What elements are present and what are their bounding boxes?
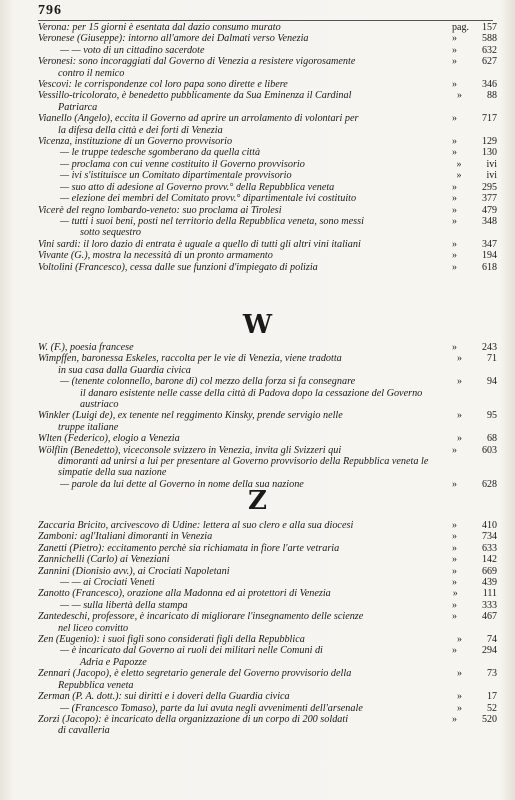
ditto-mark: » (457, 702, 462, 714)
page-reference (441, 262, 497, 273)
ditto-mark: » (452, 599, 457, 611)
page-reference (441, 45, 497, 56)
ditto-mark: » (452, 444, 457, 456)
page-ref-number: 294 (482, 645, 497, 657)
ditto-mark: » (452, 44, 457, 56)
entry-text: Zannini (Dionisio avv.), ai Crociati Napoletani (38, 565, 230, 577)
page-reference (441, 588, 497, 599)
ditto-mark: » (452, 136, 457, 148)
entry-continuation: la difesa della città e dei forti di Venezia (58, 124, 223, 136)
page-ref-number: 130 (482, 147, 497, 159)
entry-text: — — voto di un cittadino sacerdote (60, 44, 205, 56)
page-ref-number: 603 (482, 444, 497, 456)
page-reference (441, 645, 497, 656)
entry-text: — (Francesco Tomaso), parte da lui avuta negli avvenimenti dell'arsenale (60, 702, 363, 714)
page-ref-number: 618 (482, 261, 497, 273)
page-ref-number: 88 (487, 90, 497, 102)
page-reference (441, 668, 497, 679)
index-entry (38, 182, 497, 193)
entry-text: Zannichelli (Carlo) ai Veneziani (38, 554, 170, 566)
entry-continuation: Patriarca (58, 101, 98, 113)
ditto-mark: » (452, 261, 457, 273)
entry-text: Vicenza, instituzione di un Governo provvisorio (38, 136, 233, 148)
section-letter-w: W (242, 310, 273, 340)
ditto-mark: » (452, 215, 457, 227)
page-ref-number: 17 (487, 691, 497, 703)
page-ref-number: 633 (482, 542, 497, 554)
ditto-mark: » (456, 170, 462, 182)
index-entry (38, 22, 497, 33)
ditto-mark: » (452, 113, 457, 125)
page-reference (441, 376, 497, 387)
ditto-mark: » (452, 611, 457, 623)
page-ref-number: 194 (482, 250, 497, 262)
entry-text: — elezione dei membri del Comitato provv.° dipartimentale ivi costituito (60, 193, 357, 205)
ditto-mark: » (452, 554, 457, 566)
entry-text: Zorzi (Jacopo): è incaricato della organizzazione di un corpo di 200 soldati (38, 713, 349, 725)
index-entry (38, 250, 497, 261)
ditto-mark: » (452, 193, 457, 205)
page-reference (441, 56, 497, 67)
entry-text: Zennari (Jacopo), è eletto segretario generale del Governo provvisorio della (38, 668, 352, 680)
ditto-mark: » (457, 410, 462, 422)
page-ref-number: 73 (487, 668, 497, 680)
page-reference (441, 611, 497, 622)
entry-text: — ivi s'istituisce un Comitato dipartimentale provvisorio (60, 170, 292, 182)
page-reference (441, 353, 497, 364)
entry-continuation: di cavalleria (58, 725, 110, 737)
index-entry (38, 531, 497, 542)
index-entry (38, 159, 497, 170)
entry-text: Veronese (Giuseppe): intorno all'amore dei Dalmati verso Venezia (38, 33, 309, 45)
index-entry (38, 33, 497, 44)
index-entry (38, 205, 497, 216)
index-entry (38, 714, 497, 737)
page-reference (441, 566, 497, 577)
entry-text: Vivante (G.), mostra la necessità di un pronto armamento (38, 250, 273, 262)
page-ref-number: 734 (482, 531, 497, 543)
page-ref-number: 71 (487, 353, 497, 365)
index-entry (38, 433, 497, 444)
index-entry (38, 262, 497, 273)
page-ref-number: ivi (486, 158, 497, 170)
page-ref-number: 347 (482, 238, 497, 250)
ditto-mark: » (452, 565, 457, 577)
page-reference (441, 170, 497, 181)
entry-text: Vessillo-tricolorato, è benedetto pubblicamente da Sua Eminenza il Cardinal (38, 90, 352, 102)
index-entry (38, 588, 497, 599)
entry-text: — tutti i suoi beni, posti nel territorio della Repubblica veneta, sono messi (60, 215, 364, 227)
page-ref-number: 348 (482, 215, 497, 227)
entry-continuation: dimoranti ad unirsi a lui per presentare al Governo provvisorio della Repubblica veneta le simpatie della sua nazione (58, 456, 429, 479)
entry-continuation: sotto sequestro (80, 227, 142, 239)
index-entry (38, 45, 497, 56)
page-reference (441, 531, 497, 542)
entry-continuation: Repubblica veneta (58, 679, 134, 691)
page-number: 796 (38, 3, 62, 18)
entry-continuation: truppe italiane (58, 421, 119, 433)
page-reference (441, 577, 497, 588)
section-z-entries (38, 520, 497, 737)
page-ref-number: 52 (487, 702, 497, 714)
page-reference (441, 182, 497, 193)
index-entry (38, 136, 497, 147)
page-ref-number: 243 (482, 342, 497, 353)
index-entry (38, 554, 497, 565)
index-entry (38, 79, 497, 90)
page-reference (441, 216, 497, 227)
ditto-mark: » (452, 238, 457, 250)
ditto-mark: » (452, 531, 457, 543)
entry-text: — suo atto di adesione al Governo provv.° della Repubblica veneta (60, 181, 335, 193)
page-reference (441, 239, 497, 250)
entry-text: Vescovi: le corrispondenze col loro papa sono dirette e libere (38, 79, 288, 91)
index-entry (38, 376, 497, 410)
page-ref-number: 410 (482, 520, 497, 531)
index-entry (38, 56, 497, 79)
page-ref-number: 479 (482, 204, 497, 216)
page-reference (441, 113, 497, 124)
ditto-mark: » (457, 376, 462, 388)
ditto-mark: » (452, 56, 457, 68)
ditto-mark: » (457, 433, 462, 445)
page-reference (441, 33, 497, 44)
entry-text: Vini sardi: il loro dazio di entrata è uguale a quello di tutti gli altri vini italiani (38, 238, 361, 250)
entry-text: Zantedeschi, professore, è incaricato di migliorare l'insegnamento delle scienze (38, 611, 364, 623)
entry-text: Zanetti (Pietro): eccitamento perchè sia richiamata in fiore l'arte vetraria (38, 542, 340, 554)
page-ref-number: 111 (482, 588, 497, 600)
entry-continuation: Adria e Papozze (80, 656, 147, 668)
ditto-mark: » (457, 634, 462, 646)
page-ref-number: 467 (482, 611, 497, 623)
entry-text: — (tenente colonnello, barone di) col mezzo della forza si fa consegnare (60, 376, 356, 388)
index-entry (38, 703, 497, 714)
page-ref-number: 295 (482, 181, 497, 193)
entry-text: — parole da lui dette al Governo in nome della sua nazione (60, 478, 304, 490)
page-reference (441, 147, 497, 158)
ditto-mark: » (452, 520, 457, 531)
entry-text: Wölflin (Benedetto), viceconsole svizzero in Venezia, invita gli Svizzeri qui (38, 444, 342, 456)
page-ref-number: 717 (482, 113, 497, 125)
index-entry (38, 410, 497, 433)
header-rule (38, 20, 493, 21)
entry-continuation: il danaro esistente nelle casse della città di Padova dopo la cessazione del Governo austriaco (80, 387, 423, 411)
page-ref-number: 142 (482, 554, 497, 566)
index-entry (38, 543, 497, 554)
index-entry (38, 520, 497, 531)
ditto-mark: » (457, 691, 462, 703)
page-reference (441, 136, 497, 147)
ditto-mark: » (457, 90, 462, 102)
index-entry (38, 691, 497, 702)
page-ref-number: 377 (482, 193, 497, 205)
ditto-mark: » (452, 577, 457, 589)
page-reference (441, 554, 497, 565)
index-entry (38, 147, 497, 158)
page-ref-number: 95 (487, 410, 497, 422)
index-entry (38, 239, 497, 250)
ditto-mark: » (452, 204, 457, 216)
entry-text: — le truppe tedesche sgomberano da quella città (60, 147, 261, 159)
section-v-entries (38, 22, 497, 273)
index-entry (38, 113, 497, 136)
section-letter-z: Z (248, 486, 267, 516)
page-reference (441, 543, 497, 554)
page-reference (441, 520, 497, 531)
ditto-mark: » (456, 158, 462, 170)
page-ref-number: 439 (482, 577, 497, 589)
page-reference (441, 193, 497, 204)
entry-text: — è incaricato dal Governo ai ruoli dei militari nelle Comuni di (60, 645, 323, 657)
ditto-mark: » (452, 542, 457, 554)
page-ref-number: 74 (487, 634, 497, 646)
page-ref-number: 669 (482, 565, 497, 577)
index-entry (38, 566, 497, 577)
index-entry (38, 193, 497, 204)
index-entry (38, 600, 497, 611)
page-ref-number: 94 (487, 376, 497, 388)
ditto-mark: pag. (452, 22, 469, 33)
ditto-mark: » (452, 588, 458, 600)
entry-text: Zanotto (Francesco), orazione alla Madonna ed ai protettori di Venezia (38, 588, 331, 600)
entry-text: Vianello (Angelo), eccita il Governo ad aprire un arrolamento di volontari per (38, 113, 359, 125)
page-reference (441, 445, 497, 456)
page-reference (441, 90, 497, 101)
index-entry (38, 216, 497, 239)
page-ref-number: 628 (482, 478, 497, 490)
page-reference (441, 691, 497, 702)
entry-continuation: in sua casa dalla Guardia civica (58, 364, 191, 376)
page-ref-number: ivi (486, 170, 497, 182)
index-entry (38, 645, 497, 668)
entry-text: Zamboni: agl'Italiani dimoranti in Venezia (38, 531, 213, 543)
page-reference (441, 159, 497, 170)
ditto-mark: » (452, 79, 457, 91)
page-ref-number: 157 (482, 22, 497, 33)
entry-text: W. (F.), poesia francese (38, 342, 134, 353)
page-reference (441, 703, 497, 714)
ditto-mark: » (452, 713, 457, 725)
ditto-mark: » (457, 353, 462, 365)
index-entry (38, 353, 497, 376)
entry-text: Zaccaria Bricito, arcivescovo di Udine: lettera al suo clero e alla sua diocesi (38, 520, 354, 531)
entry-text: Winkler (Luigi de), ex tenente nel reggimento Kinsky, prende servigio nelle (38, 410, 343, 422)
ditto-mark: » (452, 33, 457, 45)
ditto-mark: » (452, 478, 457, 490)
entry-text: Zerman (P. A. dott.): sui diritti e i doveri della Guardia civica (38, 691, 290, 703)
entry-text: Wlten (Federico), elogio a Venezia (38, 433, 180, 445)
index-entry (38, 445, 497, 479)
page-reference (441, 600, 497, 611)
page-reference (441, 714, 497, 725)
page-ref-number: 632 (482, 44, 497, 56)
page-reference (441, 205, 497, 216)
entry-text: Voltolini (Francesco), cessa dalle sue funzioni d'impiegato di polizia (38, 261, 318, 273)
page-reference (441, 634, 497, 645)
index-entry (38, 577, 497, 588)
entry-text: — — sulla libertà della stampa (60, 599, 188, 611)
page-ref-number: 346 (482, 79, 497, 91)
page-reference (441, 22, 497, 33)
page-ref-number: 627 (482, 56, 497, 68)
section-w-entries (38, 342, 497, 490)
index-entry (38, 170, 497, 181)
page-ref-number: 588 (482, 33, 497, 45)
page-ref-number: 333 (482, 599, 497, 611)
index-entry (38, 611, 497, 634)
index-entry (38, 668, 497, 691)
page-reference (441, 342, 497, 353)
entry-continuation: contro il nemico (58, 67, 125, 79)
ditto-mark: » (452, 645, 457, 657)
ditto-mark: » (452, 147, 457, 159)
entry-text: Vicerè del regno lombardo-veneto: suo proclama ai Tirolesi (38, 204, 282, 216)
page-reference (441, 410, 497, 421)
page-ref-number: 129 (482, 136, 497, 148)
ditto-mark: » (452, 342, 457, 353)
index-entry (38, 90, 497, 113)
index-entry (38, 634, 497, 645)
page-ref-number: 520 (482, 713, 497, 725)
entry-text: — proclama con cui venne costituito il Governo provvisorio (60, 158, 305, 170)
index-entry (38, 342, 497, 353)
page-reference (441, 250, 497, 261)
page-ref-number: 68 (487, 433, 497, 445)
page-reference (441, 79, 497, 90)
entry-text: Zen (Eugenio): i suoi figli sono considerati figli della Repubblica (38, 634, 305, 646)
entry-text: Wimpffen, baronessa Eskeles, raccolta per le vie di Venezia, viene tradotta (38, 353, 342, 365)
entry-text: Verona: per 15 giorni è esentata dal dazio consumo murato (38, 22, 281, 33)
entry-text: Veronesi: sono incoraggiati dal Governo di Venezia a resistere vigorosamente (38, 56, 356, 68)
ditto-mark: » (452, 181, 457, 193)
ditto-mark: » (457, 668, 462, 680)
ditto-mark: » (452, 250, 457, 262)
entry-continuation: nel liceo convitto (58, 622, 129, 634)
entry-text: — — ai Crociati Veneti (60, 577, 155, 589)
page-reference (441, 433, 497, 444)
